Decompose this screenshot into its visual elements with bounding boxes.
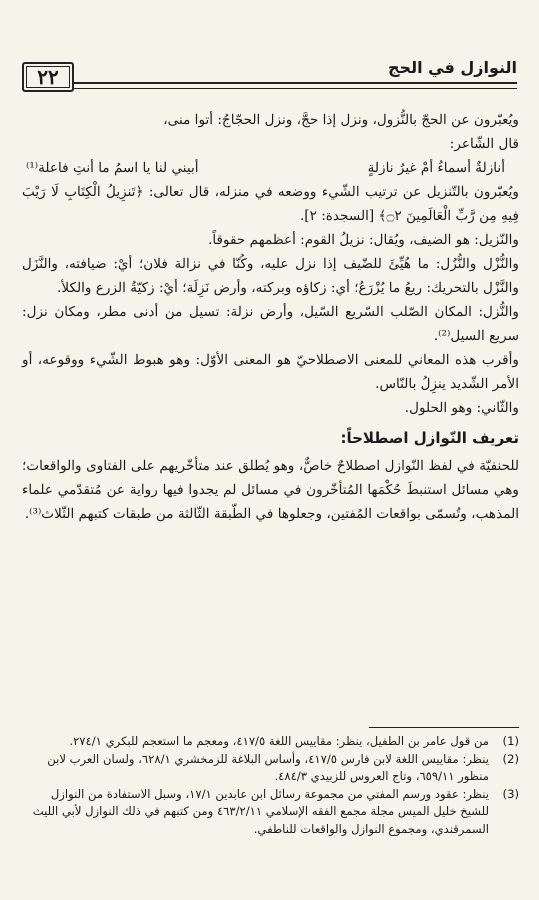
poetry-verse (22, 156, 519, 180)
footnote-text: ينظر: عقود ورسم المفتي من مجموعة رسائل ابن عابدين ١٧/١، وسبل الاستفادة من النوازل للشيخ خليل الميس مجلة مجمع الفقه الإسلامي ٤٦٣/٢/١١ ومن كتبهم في ذلك النوازل لأبي الليث السمرقندي، ومجموع النوازل والواقعات للناطفي. (32, 786, 489, 836)
footnote-text: ينظر: مقاييس اللغة لابن فارس ٤١٧/٥، وأساس البلاغة للزمخشري ٦٢٨/١، ولسان العرب لابن منظور ٦٥٩/١١، وتاج العروس للزبيدي ٤٨٤/٣. (47, 751, 489, 783)
footnote-text: من قول عامر بن الطفيل، ينظر: مقاييس اللغة ٤١٧/٥، ومعجم ما استعجم للبكري ٢٧٤/١. (69, 734, 489, 748)
header-rule (72, 82, 517, 84)
footnote-number: (3) (502, 786, 519, 801)
footnote-separator (369, 727, 519, 728)
paragraph: والثّاني: وهو الحلول. (404, 400, 519, 416)
paragraph: والنّزيل: هو الضيف، ويُقال: نزيلُ القوم: أعظمهم حقوقاً. (208, 232, 519, 248)
paragraph: قال الشّاعر: (449, 136, 519, 152)
verse-first-hemistich: أنازلةٌ أسماءُ أمْ غيرُ نازلةٍ (367, 160, 505, 176)
footnote (22, 751, 519, 786)
paragraph: وأقرب هذه المعاني للمعنى الاصطلاحيّ هو المعنى الأوّل: وهو هبوط الشّيء ووقوعه، أو الأمر الشّديد ينزِلُ بالنّاس. (22, 352, 519, 392)
footnote (22, 733, 519, 751)
paragraph: والنُّزل: المكان الصّلب السّريع السّيل، وأرض نزلة: تسيل من أدنى مطر، ومكان نزل: سريع السيل⁽²⁾. (22, 304, 519, 344)
running-title: النوازل في الحج (388, 58, 517, 77)
paragraph: ويُعبّرون بالتّنزيل عن ترتيب الشّيء ووضعه في منزله، قال تعالى: ﴿تَنزِيلُ الْكِتَابِ لَا رَيْبَ فِيهِ مِن رَّبِّ الْعَالَمِينَ ۝٢﴾ [السجدة: ٢]. (22, 184, 519, 224)
footnote-number: (1) (502, 734, 519, 748)
verse-second-hemistich: أبيني لنا يا اسمُ ما أنتِ فاعلة⁽¹⁾ (26, 160, 199, 176)
paragraph: للحنفيّة في لفظ النّوازل اصطلاحٌ خاصٌّ، وهو يُطلق عند متأخّريهم على الفتاوى والواقعات؛ وهي مسائل استنبطَ حُكْمَها المُتأخّرون في مسائل لم يجدوا فيها رواية عن مُتقدّمي علماء المذهب، وتُسمّى بواقعات المُفتين، وجعلوها في الطّبقة الثّالثة من طبقات كتبهم الثّلاث⁽³⁾. (22, 458, 519, 522)
main-text (22, 108, 519, 526)
paragraph: ويُعبّرون عن الحجّ بالنُّزول، ونزل إذا حجَّ، ونزل الحجّاجُ: أتوا منى، (163, 112, 519, 128)
footnote (22, 786, 519, 839)
page-number: ٢٢ (22, 62, 74, 92)
page-header (22, 58, 517, 98)
header-rule-thin (72, 88, 517, 89)
paragraph: والنُّزْل والنُّزُل: ما هُيِّئَ للضّيف إذا نزل عليه، وكُنّا في نزالة فلان؛ أيْ: ضيافته، والنَّزَل والنَّزْل بالتحريك: ريعُ ما يُزْرَعُ؛ أي: زكاؤه وبركته، وأرض نَزِلَة؛ أيْ: زكيّةُ الزرع والكلأ. (22, 256, 519, 296)
section-heading: تعريف النّوازل اصطلاحاً: (340, 429, 519, 447)
footnotes (22, 733, 519, 838)
footnote-number: (2) (502, 751, 519, 766)
